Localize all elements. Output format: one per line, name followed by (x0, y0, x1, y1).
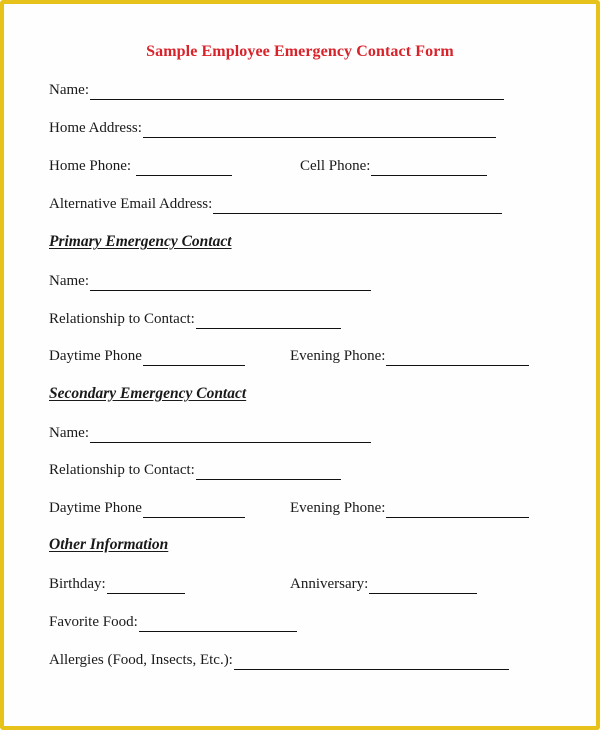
anniversary-label: Anniversary: (290, 576, 369, 592)
cell-phone-label: Cell Phone: (300, 158, 371, 174)
primary-relationship-field[interactable] (196, 313, 341, 329)
home-phone-label: Home Phone: (49, 158, 132, 174)
home-address-field[interactable] (143, 122, 496, 138)
alt-email-row (49, 194, 502, 214)
home-phone-row (49, 156, 232, 176)
home-address-row (49, 118, 496, 138)
primary-name-field[interactable] (90, 275, 371, 291)
secondary-name-field[interactable] (90, 427, 371, 443)
primary-evening-label: Evening Phone: (290, 348, 386, 364)
allergies-label: Allergies (Food, Insects, Etc.): (49, 652, 233, 668)
secondary-evening-label: Evening Phone: (290, 500, 386, 516)
secondary-heading: Secondary Emergency Contact (49, 385, 247, 402)
secondary-evening-field[interactable] (386, 502, 529, 518)
primary-daytime-field[interactable] (143, 350, 245, 366)
birthday-row (49, 574, 185, 594)
primary-relationship-row (49, 309, 341, 329)
favorite-food-label: Favorite Food: (49, 614, 138, 630)
birthday-field[interactable] (107, 578, 185, 594)
form-title: Sample Employee Emergency Contact Form (146, 43, 454, 60)
name-row (49, 80, 504, 100)
name-field[interactable] (90, 84, 504, 100)
primary-evening-field[interactable] (386, 350, 529, 366)
anniversary-row (290, 574, 477, 594)
alt-email-label: Alternative Email Address: (49, 196, 213, 212)
secondary-relationship-field[interactable] (196, 464, 341, 480)
favorite-food-row (49, 612, 297, 632)
birthday-label: Birthday: (49, 576, 106, 592)
secondary-evening-row (290, 498, 529, 518)
alt-email-field[interactable] (213, 198, 502, 214)
allergies-field[interactable] (234, 654, 509, 670)
primary-name-label: Name: (49, 273, 89, 289)
secondary-relationship-label: Relationship to Contact: (49, 462, 195, 478)
secondary-name-row (49, 423, 371, 443)
other-heading: Other Information (49, 536, 169, 553)
allergies-row (49, 650, 509, 670)
primary-heading: Primary Emergency Contact (49, 233, 232, 250)
home-address-label: Home Address: (49, 120, 142, 136)
secondary-daytime-row (49, 498, 245, 518)
cell-phone-row (300, 156, 487, 176)
home-phone-field[interactable] (136, 160, 232, 176)
cell-phone-field[interactable] (371, 160, 487, 176)
secondary-daytime-label: Daytime Phone (49, 500, 142, 516)
secondary-relationship-row (49, 460, 341, 480)
primary-evening-row (290, 346, 529, 366)
favorite-food-field[interactable] (139, 616, 297, 632)
name-label: Name: (49, 82, 89, 98)
primary-daytime-row (49, 346, 245, 366)
primary-relationship-label: Relationship to Contact: (49, 311, 195, 327)
anniversary-field[interactable] (369, 578, 477, 594)
secondary-daytime-field[interactable] (143, 502, 245, 518)
primary-daytime-label: Daytime Phone (49, 348, 142, 364)
secondary-name-label: Name: (49, 425, 89, 441)
primary-name-row (49, 271, 371, 291)
